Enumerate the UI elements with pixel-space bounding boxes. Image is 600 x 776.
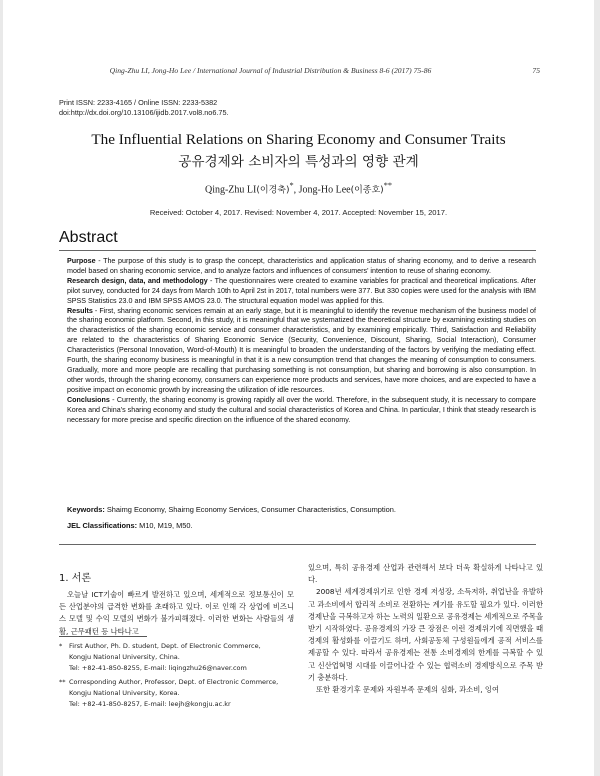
footnote-1-line-3: Tel: +82-41-850-8255, E-mail: liqingzhu26@naver.com	[69, 663, 247, 672]
doi-link[interactable]: doi:http://dx.doi.org/10.13106/ijidb.2017.vol8.no6.75.	[59, 107, 229, 117]
design-text: - The questionnaires were created to examine variables for practical and theoretical implications. After pilot survey, conducted for 24 days from March 10th to April 2st in 2017, total numbers were 377. But 330 copies were used for the analysis with IBM SPSS Statistics 23.0 and IBM SPSS AMOS 23.0. The structural equation model was applied for this.	[67, 276, 536, 305]
footnote-2-line-3: Tel: +82-41-850-8257, E-mail: leejh@kongju.ac.kr	[69, 699, 231, 708]
paper-title-korean: 공유경제와 소비자의 특성과의 영향 관계	[178, 154, 419, 170]
keywords-text: Shaimg Economy, Shairng Economy Services, Consumer Characteristics, Consumption.	[104, 505, 396, 514]
design-label: Research design, data, and methodology	[67, 276, 208, 285]
abstract-bottom-rule	[59, 544, 536, 545]
abstract-conclusions	[67, 396, 536, 426]
purpose-text: - The purpose of this study is to grasp the concept, characteristics and application status of sharing economy, and to derive a research model based on sharing economic service, and to analyze factors and influences of consumers' intention to reuse of sharing economy.	[67, 257, 536, 275]
intro-paragraph-3: 또한 환경기후 문제와 자원부족 문제의 심화, 과소비, 잉여	[316, 685, 499, 695]
footnote-2-line-1: Corresponding Author, Professor, Dept. of Electronic Commerce,	[69, 678, 279, 686]
footnote-rule	[59, 636, 147, 637]
abstract-top-rule	[59, 250, 536, 251]
submission-dates: Received: October 4, 2017. Revised: November 4, 2017. Accepted: November 15, 2017.	[149, 208, 448, 217]
author-2-name: Jong-Ho Lee	[298, 184, 351, 196]
footnote-2-line-2: Kongju National University, Korea.	[69, 688, 180, 697]
footnote-corresponding-author	[59, 677, 294, 709]
purpose-label: Purpose	[67, 257, 96, 265]
results-text: - First, sharing economic services remain at an early stage, but it is meaningful to identify the revenue mechanism of the business model of the sharing economic platform. Second, in this study, it is meaningful that we systematized the theoretical structure by examining existing studies on the characteristics of the sharing economic service and consumer characteristics, and by examining empirically. Third, Satisfaction and Reliability are related to the characteristics of Sharing Economic Service (Security, Convenience, Discount, Sharing, Social Interaction), Consumer Characteristics (Personal Innovation, Word-of-Mouth) It is meaningful to broaden the understanding of the factors by verifying the mediating effect. Fourth, the sharing economy business is meaningful in that it is a new consumption trend that changes the meaning of consumption to consumers. Gradually, more and more people are recalling that purchasing something is not consumption, but sharing and borrowing is also consumption. In other words, through the sharing economy, consumers can experience more products and services, have more choices, and are expected to have a positive impact on economic growth by increasing the utilization of idle resources.	[67, 306, 536, 394]
footnote-first-author	[59, 641, 294, 673]
right-column	[308, 562, 543, 696]
author-1-mark: *	[289, 181, 294, 190]
abstract-results	[67, 307, 536, 396]
section-heading-introduction: 1. 서론	[59, 573, 92, 584]
abstract-heading: Abstract	[59, 229, 118, 246]
conclusions-label: Conclusions	[67, 395, 110, 404]
keywords-label: Keywords:	[67, 505, 105, 514]
jel-label: JEL Classifications:	[67, 521, 138, 530]
footnote-1-mark: *	[59, 642, 63, 650]
running-head-text: Qing-Zhu LI, Jong-Ho Lee / International Journal of Industrial Distribution & Business 8-6 (2017) 75-86	[109, 66, 432, 75]
page-number: 75	[532, 66, 540, 75]
author-line	[3, 181, 594, 195]
jel-classifications	[67, 521, 536, 530]
footnote-1-line-1: First Author, Ph. D. student, Dept. of Electronic Commerce,	[69, 642, 261, 650]
author-2-korean-name: (이종호)	[350, 185, 384, 196]
intro-paragraph-continued: 있으며, 특히 공유경제 산업과 관련해서 보다 더욱 확실하게 나타나고 있다.	[308, 563, 543, 585]
left-column	[59, 589, 294, 638]
abstract-design	[67, 277, 536, 307]
footnote-1-line-2: Kongju National University, China.	[69, 652, 180, 661]
author-separator: ,	[293, 184, 299, 196]
results-label: Results	[67, 306, 93, 315]
author-1-name: Qing-Zhu LI	[204, 184, 257, 196]
conclusions-text: - Currently, the sharing economy is growing rapidly all over the world. Therefore, in the subsequent study, it is necessary to compare Korea and China's sharing economy and study the cultural and social characteristics of Korea and China. In particular, I think that steady research is necessary for more precise and specific direction on the influence of the shared economy.	[67, 395, 536, 424]
abstract-purpose	[67, 257, 536, 277]
journal-page	[3, 0, 594, 776]
issn-line: Print ISSN: 2233-4165 / Online ISSN: 2233-5382	[59, 98, 218, 107]
author-1-korean-name: (이경축)	[256, 185, 290, 196]
intro-paragraph-1: 오늘날 ICT기술이 빠르게 발전하고 있으며, 세계적으로 정보통신이 모든 산업분야의 급격한 변화를 초래하고 있다. 이로 인해 각 상업에 비즈니스 모델 및 수익 모델의 변화가 불가피해졌다. 이러한 변화는 사람들의 생활, 근무패턴 등 나타나고	[59, 590, 294, 636]
keywords	[67, 505, 536, 514]
intro-paragraph-2: 2008년 세계경제위기로 인한 경제 저성장, 소득저하, 취업난을 유발하고 과소비에서 합리적 소비로 전환하는 계기를 유도할 필요가 있다. 이러한 경제난을 극복하고자 하는 노력의 일환으로 공유경제는 세계적으로 주목을 받기 시작하였다. 공유경제의 가장 큰 장점은 이런 경제위기에 직면했을 때 경제의 활성화를 이끌기도 하며, 사회공동체 구성원들에게 공적 서비스를 제공할 수 있다. 따라서 공유경제는 전통 소비경제의 한계를 극복할 수 있고 신산업혁명 시대를 이끌어나갈 수 있는 협력소비 경제방식으로 주목 받기 충분하다.	[308, 587, 543, 682]
jel-text: M10, M19, M50.	[137, 521, 193, 530]
paper-title-english: The Influential Relations on Sharing Economy and Consumer Traits	[91, 131, 506, 148]
author-2-mark: **	[383, 181, 393, 190]
footnote-2-mark: **	[59, 678, 66, 686]
issn-block	[59, 98, 229, 118]
abstract-body	[67, 257, 536, 425]
